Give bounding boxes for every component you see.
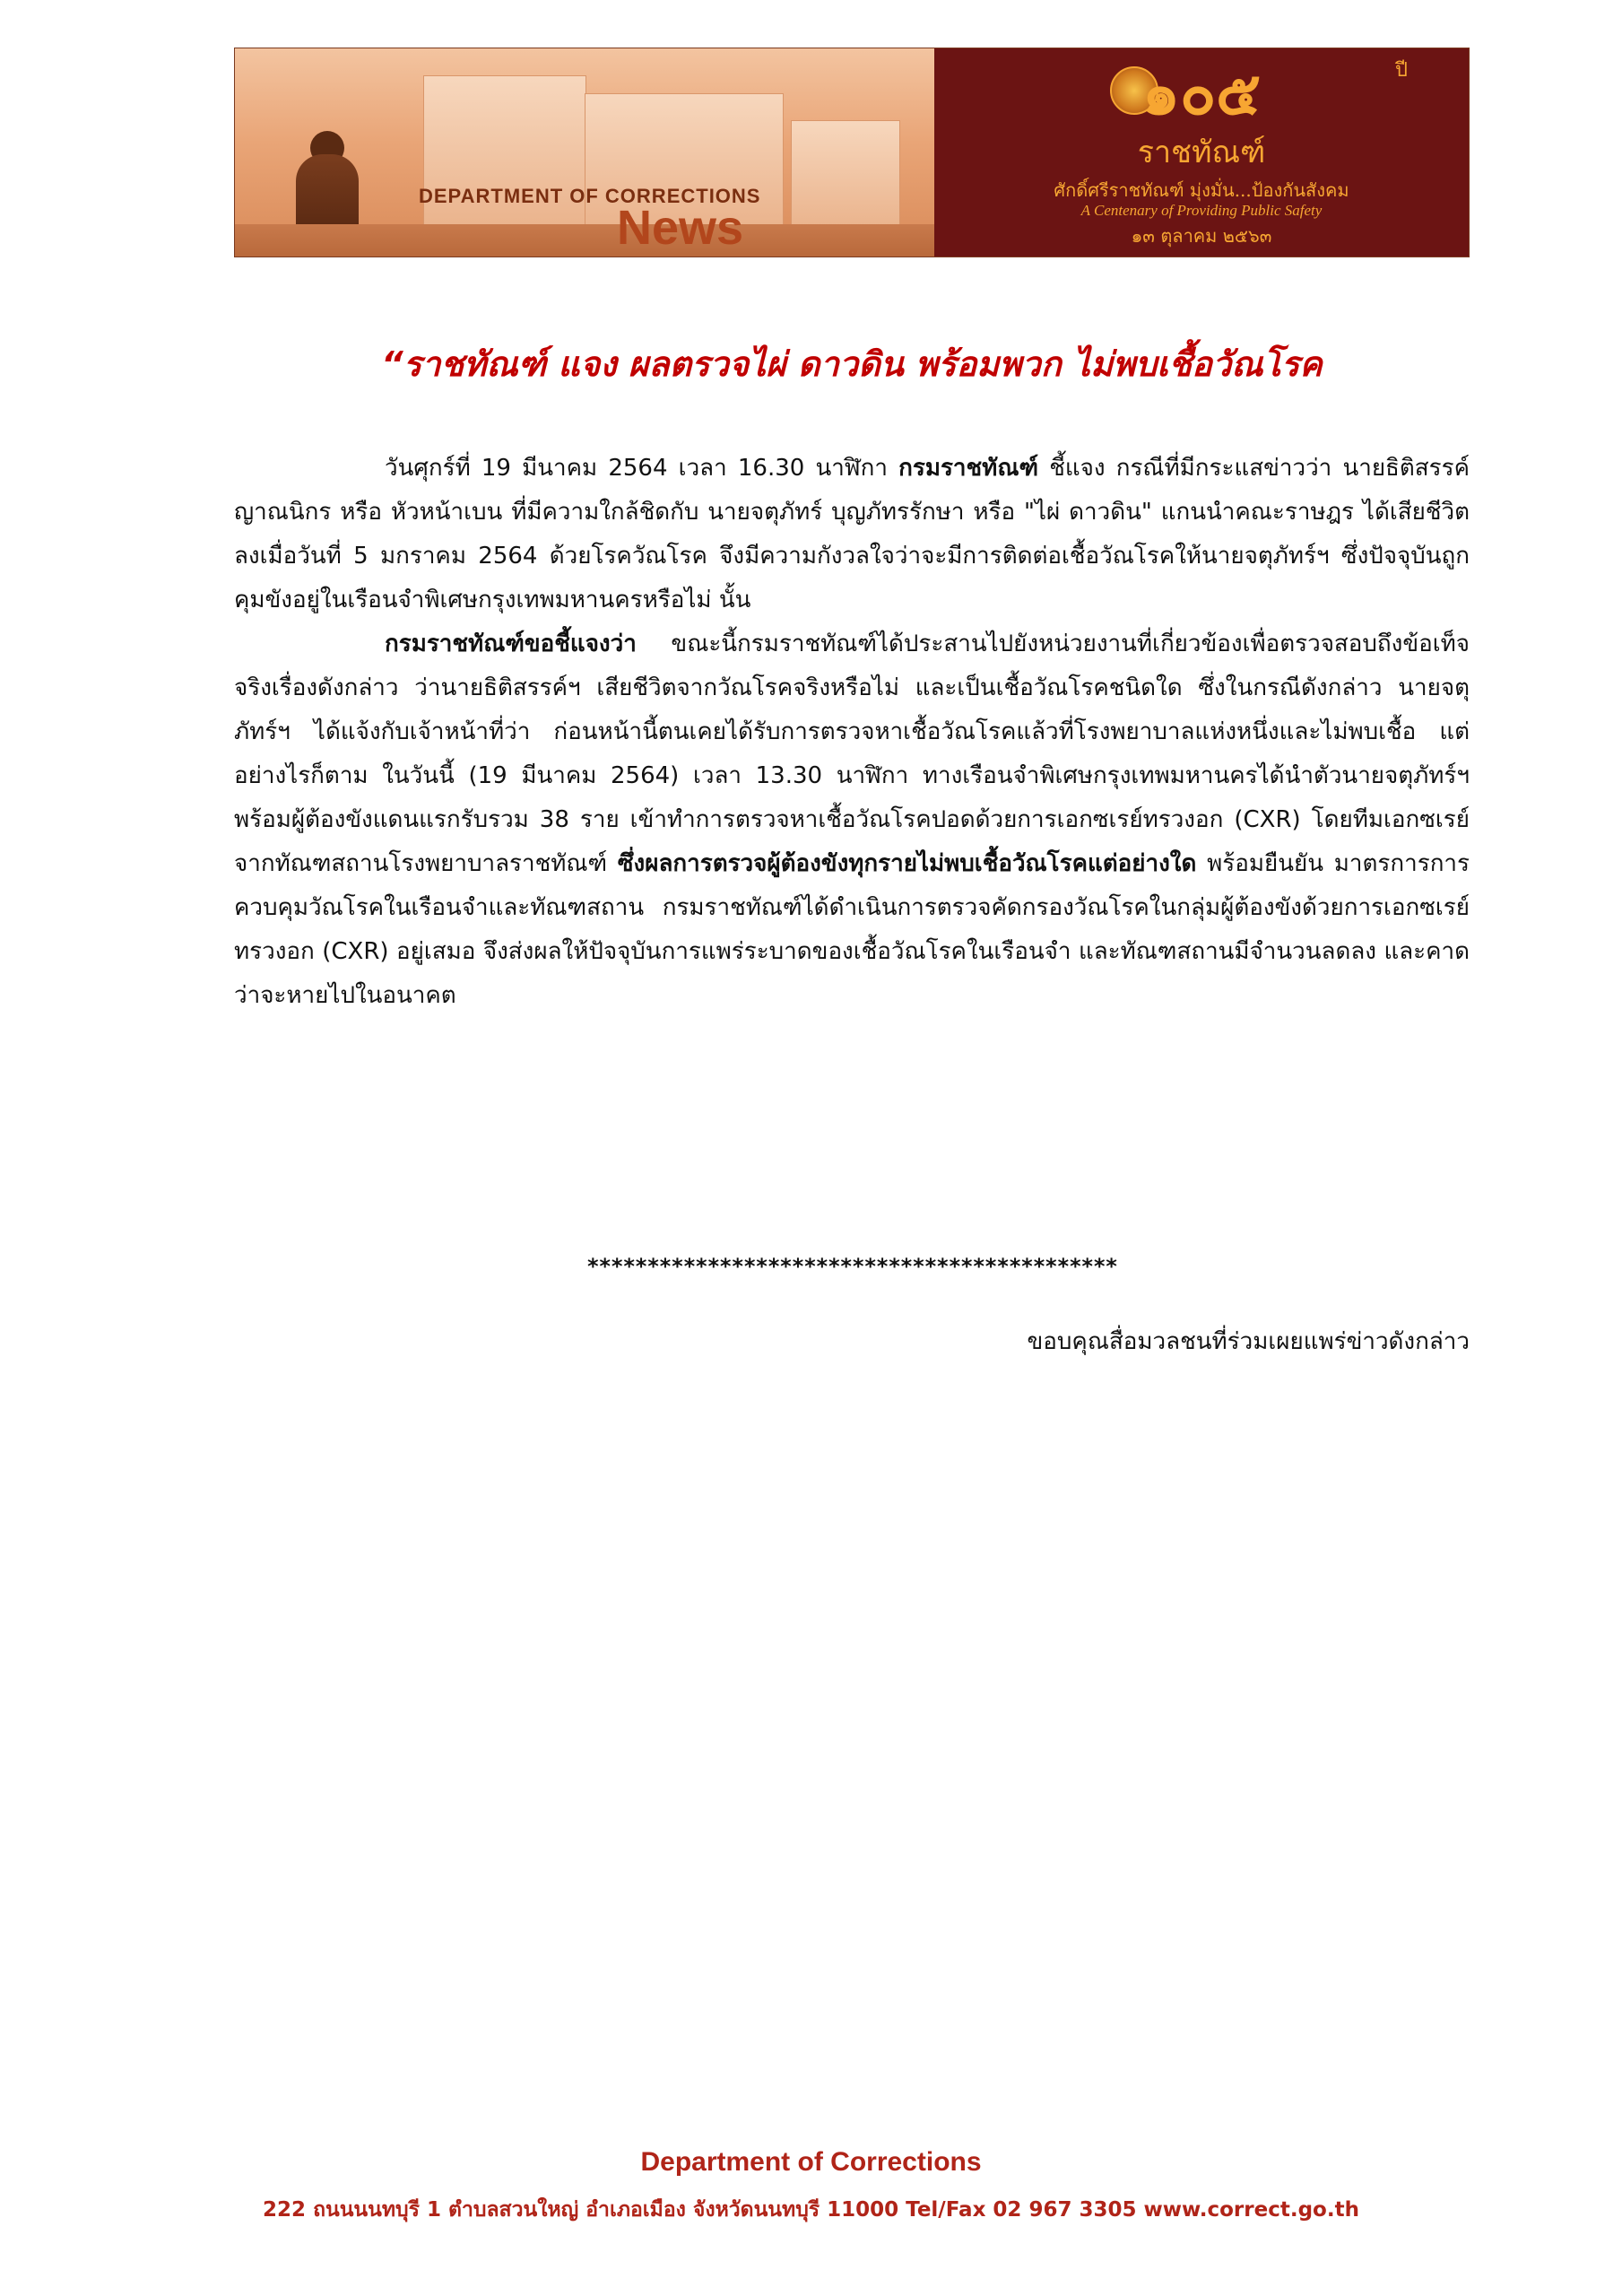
centenary-date: ๑๓ ตุลาคม ๒๕๖๓ xyxy=(1131,225,1272,247)
header-banner xyxy=(234,48,1470,257)
footer-department: Department of Corrections xyxy=(640,2147,982,2177)
centenary-number: ๑๐๕ xyxy=(1141,58,1262,128)
building-shape xyxy=(791,120,900,230)
paragraph-2-text-1: ขณะนี้กรมราชทัณฑ์ได้ประสานไปยังหน่วยงานที่เกี่ยวข้องเพื่อตรวจสอบถึงข้อเท็จจริงเรื่องดังกล่าว ว่านายธิติสรรค์ฯ เสียชีวิตจากวัณโรคจริงหรือไม่ และเป็นเชื้อวัณโรคชนิดใด ซึ่งในกรณีดังกล่าว นายจตุภัทร์ฯ ได้แจ้งกับเจ้าหน้าที่ว่า ก่อนหน้านี้ตนเคยได้รับการตรวจหาเชื้อวัณโรคแล้วที่โรงพยาบาลแห่งหนึ่งและไม่พบเชื้อ แต่อย่างไรก็ตาม ในวันนี้ (19 มีนาคม 2564) เวลา 13.30 นาฬิกา ทางเรือนจำพิเศษกรุงเทพมหานครได้นำตัวนายจตุภัทร์ฯ พร้อมผู้ต้องขังแดนแรกรับรวม 38 ราย เข้าทำการตรวจหาเชื้อวัณโรคปอดด้วยการเอกซเรย์ทรวงอก (CXR) โดยทีมเอกซเรย์จากทัณฑสถานโรงพยาบาลราชทัณฑ์ xyxy=(234,631,1470,877)
paragraph-1-intro: วันศุกร์ที่ 19 มีนาคม 2564 เวลา 16.30 นาฬิกา xyxy=(385,455,899,482)
centenary-name: ราชทัณฑ์ xyxy=(1137,135,1266,170)
banner-department-title: DEPARTMENT OF CORRECTIONS xyxy=(419,185,761,207)
paragraph-1-text: ชี้แจง กรณีที่มีกระแสข่าวว่า นายธิติสรรค์ ญาณนิกร หรือ หัวหน้าเบน ที่มีความใกล้ชิดกับ นายจตุภัทร์ บุญภัทรรักษา หรือ "ไผ่ ดาวดิน" แกนนำคณะราษฎร ได้เสียชีวิตลงเมื่อวันที่ 5 มกราคม 2564 ด้วยโรควัณโรค จึงมีความกังวลใจว่าจะมีการติดต่อเชื้อวัณโรคให้นายจตุภัทร์ฯ ซึ่งปัจจุบันถูกคุมขังอยู่ในเรือนจำพิเศษกรุงเทพมหานครหรือไม่ นั้น xyxy=(234,455,1470,613)
paragraph-2-lead: กรมราชทัณฑ์ขอชี้แจงว่า xyxy=(385,631,637,657)
banner-news-title: News xyxy=(617,201,744,255)
railing-shape xyxy=(235,224,934,257)
paragraph-2-text-2: พร้อมยืนยัน มาตรการการควบคุมวัณโรคในเรือนจำและทัณฑสถาน กรมราชทัณฑ์ได้ดำเนินการตรวจคัดกรองวัณโรคในกลุ่มผู้ต้องขังด้วยการเอกซเรย์ทรวงอก (CXR) อยู่เสมอ จึงส่งผลให้ปัจจุบันการแพร่ระบาดของเชื้อวัณโรคในเรือนจำ และทัณฑสถานมีจำนวนลดลง และคาดว่าจะหายไปในอนาคต xyxy=(234,850,1470,1009)
paragraph-1 xyxy=(234,447,1470,622)
centenary-logo-panel xyxy=(934,48,1469,257)
press-release-body xyxy=(234,447,1470,1018)
paragraph-2-bold: ซึ่งผลการตรวจผู้ต้องขังทุกรายไม่พบเชื้อวัณโรคแต่อย่างใด xyxy=(617,850,1197,877)
thanks-line: ขอบคุณสื่อมวลชนที่ร่วมเผยแพร่ข่าวดังกล่าว xyxy=(1027,1328,1470,1355)
press-release-headline: “ราชทัณฑ์ แจง ผลตรวจไผ่ ดาวดิน พร้อมพวก ไม่พบเชื้อวัณโรค xyxy=(381,344,1323,384)
footer-address: 222 ถนนนนทบุรี 1 ตำบลสวนใหญ่ อำเภอเมือง จังหวัดนนทบุรี 11000 Tel/Fax 02 967 3305 www.correct.go.th xyxy=(263,2198,1359,2222)
centenary-year-mark: ปี xyxy=(1395,59,1408,82)
centenary-english-tagline: A Centenary of Providing Public Safety xyxy=(1080,202,1323,219)
centenary-slogan: ศักดิ์ศรีราชทัณฑ์ มุ่งมั่น...ป้องกันสังคม xyxy=(1054,179,1349,201)
paragraph-2 xyxy=(234,622,1470,1018)
paragraph-1-dept: กรมราชทัณฑ์ xyxy=(898,455,1039,482)
banner-photo xyxy=(235,48,934,257)
asterisk-separator: ******************************************** xyxy=(586,1254,1117,1279)
